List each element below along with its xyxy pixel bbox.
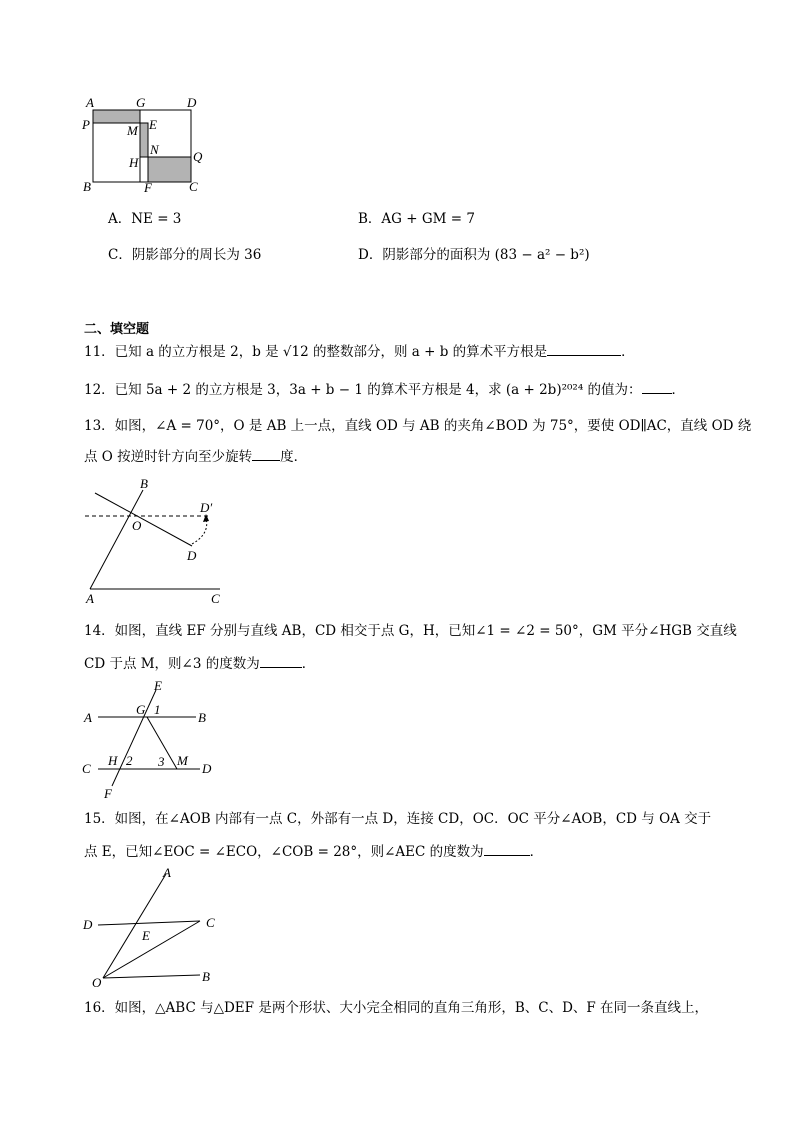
label-B: B: [198, 710, 206, 725]
label-H: H: [129, 155, 139, 170]
label-D: D: [202, 761, 212, 776]
label-D: D: [83, 917, 93, 932]
option-b: B．AG + GM = 7: [358, 211, 475, 227]
label-D: D: [187, 548, 197, 563]
question-12-text: 12．已知 5a + 2 的立方根是 3，3a + b − 1 的算术平方根是 4，求 (a + 2b)²⁰²⁴ 的值为：: [84, 382, 642, 398]
label-E: E: [154, 678, 162, 693]
question-13-line1: 13．如图，∠A = 70°，O 是 AB 上一点，直线 OD 与 AB 的夹角∠BOD 为 75°，要使 OD∥AC，直线 OD 绕: [84, 418, 752, 434]
answer-blank-12[interactable]: [642, 379, 672, 394]
label-A: A: [163, 865, 171, 880]
label-A: A: [84, 710, 92, 725]
question-14-line2: CD 于点 M，则∠3 的度数为 ．: [84, 653, 315, 674]
label-C: C: [206, 915, 215, 930]
question-15-text: 点 E，已知∠EOC = ∠ECO，∠COB = 28°，则∠AEC 的度数为: [84, 844, 484, 860]
question-11: 11．已知 a 的立方根是 2，b 是 √12 的整数部分，则 a + b 的算术平方根是 ．: [84, 341, 635, 362]
label-P: P: [82, 117, 90, 132]
question-11-text: 11．已知 a 的立方根是 2，b 是 √12 的整数部分，则 a + b 的算术平方根是: [84, 344, 548, 360]
answer-blank-11[interactable]: [547, 341, 621, 356]
option-a: A．NE = 3: [108, 211, 182, 227]
label-C: C: [211, 591, 220, 606]
label-O: O: [132, 518, 142, 533]
label-O: O: [92, 975, 102, 990]
label-A: A: [86, 95, 94, 110]
label-M: M: [127, 123, 138, 138]
label-D: D: [187, 95, 197, 110]
answer-blank-14[interactable]: [260, 653, 302, 668]
question-14-line1: 14．如图，直线 EF 分别与直线 AB，CD 相交于点 G，H，已知∠1 = ∠2 = 50°，GM 平分∠HGB 交直线: [84, 623, 737, 639]
label-D-prime: D′: [200, 500, 213, 515]
label-angle-2: 2: [126, 753, 133, 768]
question-12: 12．已知 5a + 2 的立方根是 3，3a + b − 1 的算术平方根是 4，求 (a + 2b)²⁰²⁴ 的值为： ．: [84, 379, 685, 400]
question-16-line1: 16．如图，△ABC 与△DEF 是两个形状、大小完全相同的直角三角形，B、C、D、F 在同一条直线上，: [84, 1000, 709, 1016]
label-G: G: [136, 702, 146, 717]
label-B: B: [83, 179, 91, 194]
question-13-line2: [84, 446, 307, 467]
label-E: E: [149, 117, 157, 132]
label-H: H: [108, 753, 118, 768]
label-F: F: [104, 786, 112, 801]
question-14-text: CD 于点 M，则∠3 的度数为: [84, 656, 260, 672]
answer-blank-13[interactable]: [252, 446, 280, 461]
shaded-region-bottom: [148, 157, 191, 182]
figure-q15: [80, 864, 230, 990]
option-d: D．阴影部分的面积为 (83 − a² − b²): [358, 247, 590, 263]
option-c: C．阴影部分的周长为 36: [108, 247, 262, 263]
label-B: B: [140, 476, 148, 491]
label-angle-1: 1: [154, 702, 161, 717]
question-15-line2: 点 E，已知∠EOC = ∠ECO，∠COB = 28°，则∠AEC 的度数为 ．: [84, 841, 543, 862]
question-13-tail: 度．: [280, 449, 308, 465]
label-C: C: [189, 179, 198, 194]
label-N: N: [150, 142, 159, 157]
label-A: A: [86, 591, 94, 606]
label-F: F: [144, 180, 152, 194]
figure-q10-rectangle: [80, 94, 220, 194]
question-13-text: 点 O 按逆时针方向至少旋转: [84, 449, 253, 465]
question-15-line1: 15．如图，在∠AOB 内部有一点 C，外部有一点 D，连接 CD，OC．OC 平分∠AOB，CD 与 OA 交于: [84, 811, 712, 827]
label-angle-3: 3: [158, 754, 165, 769]
section-title: 二、填空题: [84, 322, 150, 337]
answer-blank-15[interactable]: [484, 841, 530, 856]
label-G: G: [136, 95, 146, 110]
shaded-region-middle: [140, 123, 148, 157]
label-M: M: [177, 753, 188, 768]
label-Q: Q: [193, 149, 203, 164]
label-E: E: [142, 928, 150, 943]
shaded-region-top: [93, 110, 140, 123]
figure-q13: [80, 476, 230, 606]
label-B: B: [202, 969, 210, 984]
figure-q14: [80, 678, 220, 802]
label-C: C: [82, 761, 91, 776]
